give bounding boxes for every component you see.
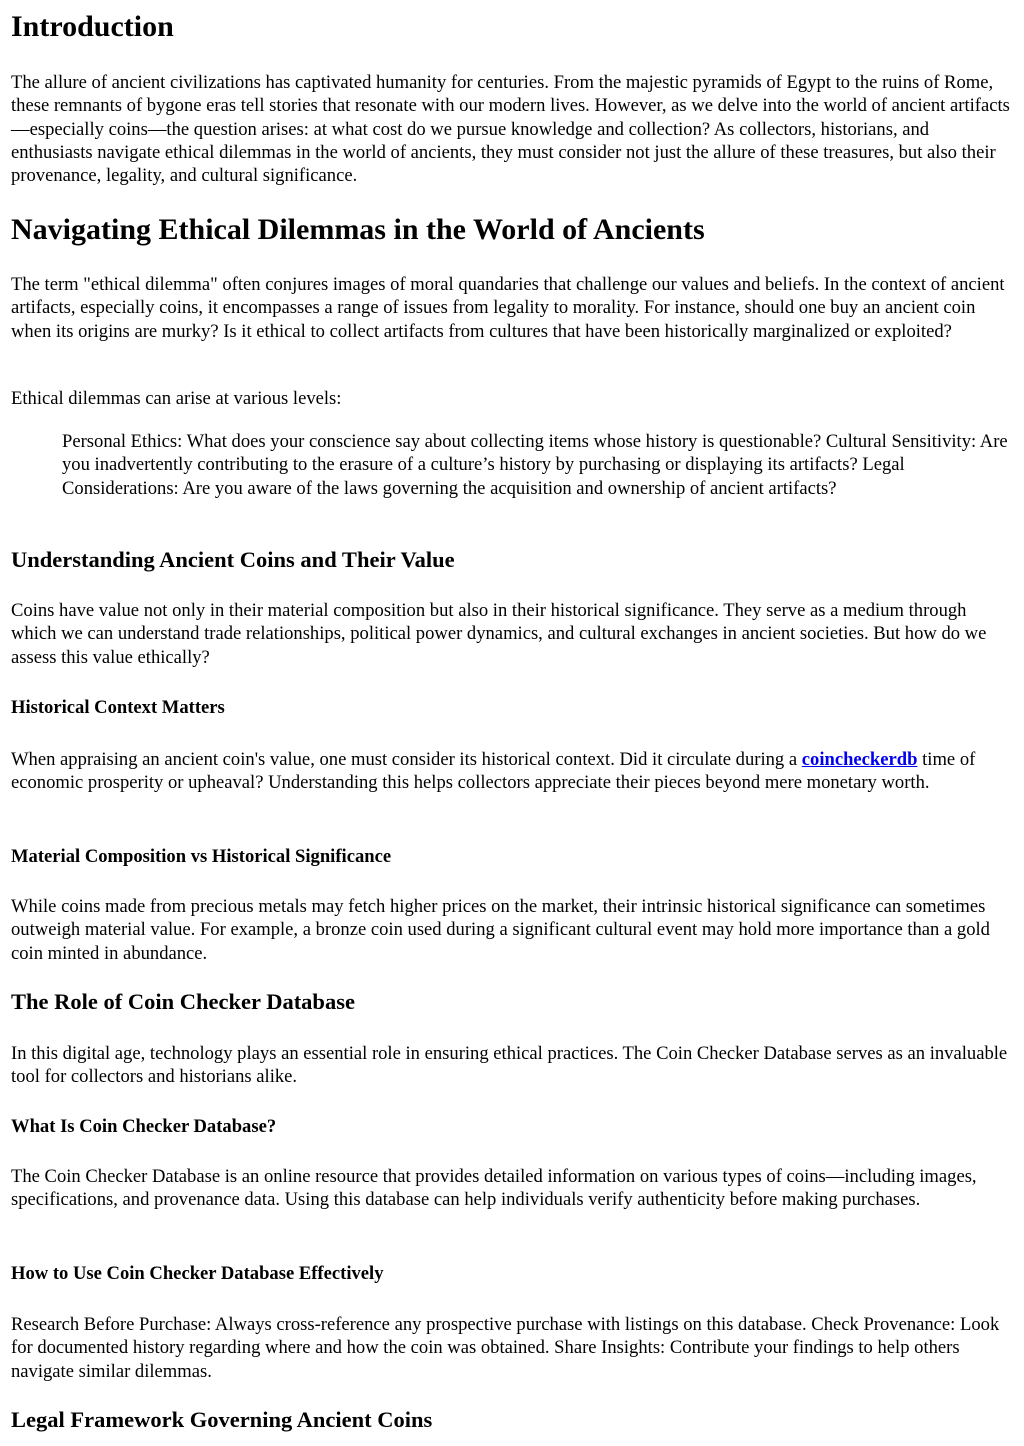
material-paragraph: While coins made from precious metals may fetch higher prices on the market, their intrinsic historical significance can sometimes outweigh material value. For example, a bronze coin used during a significant cultural event may hold more importance than a gold coin minted in abundance. — [11, 896, 990, 964]
understanding-paragraph: Coins have value not only in their material composition but also in their historical significance. They serve as a medium through which we can understand trade relationships, political power dynamics, and cultural exchanges in ancient societies. But how do we assess this value ethically? — [11, 600, 987, 668]
navigating-paragraph-2: Ethical dilemmas can arise at various levels: — [11, 388, 342, 409]
historical-context-heading: Historical Context Matters — [11, 697, 225, 718]
navigating-paragraph-1: The term "ethical dilemma" often conjures images of moral quandaries that challenge our values and beliefs. In the context of ancient artifacts, especially coins, it encompasses a range of issues from legality to morality. For instance, should one buy an ancient coin when its origins are murky? Is it ethical to collect artifacts from cultures that have been historically marginalized or exploited? — [11, 274, 1005, 342]
material-heading: Material Composition vs Historical Significance — [11, 846, 392, 867]
how-to-heading: How to Use Coin Checker Database Effectively — [11, 1263, 384, 1284]
legal-heading: Legal Framework Governing Ancient Coins — [11, 1407, 433, 1432]
historical-text-before: When appraising an ancient coin's value, one must consider its historical context. Did it circulate during a — [11, 749, 802, 770]
historical-context-paragraph — [11, 748, 1014, 795]
intro-paragraph: The allure of ancient civilizations has captivated humanity for centuries. From the majestic pyramids of Egypt to the ruins of Rome, these remnants of bygone eras tell stories that resonate with our modern lives. However, as we delve into the world of ancient artifacts—especially coins—the question arises: at what cost do we pursue knowledge and collection? As collectors, historians, and enthusiasts navigate ethical dilemmas in the world of ancients, they must consider not just the allure of these treasures, but also their provenance, legality, and cultural significance. — [11, 72, 1010, 187]
what-is-paragraph: The Coin Checker Database is an online resource that provides detailed information on various types of coins—including images, specifications, and provenance data. Using this database can help individuals verify authenticity before making purchases. — [11, 1166, 977, 1211]
understanding-heading: Understanding Ancient Coins and Their Value — [11, 547, 455, 572]
coincheckerdb-link[interactable]: coincheckerdb — [801, 749, 918, 770]
what-is-heading: What Is Coin Checker Database? — [11, 1116, 277, 1137]
role-heading: The Role of Coin Checker Database — [11, 989, 355, 1014]
how-to-paragraph: Research Before Purchase: Always cross-reference any prospective purchase with listings on this database. Check Provenance: Look for documented history regarding where and how the coin was obtained. Share Insights: Contribute your findings to help others navigate similar dilemmas. — [11, 1314, 1000, 1382]
historical-text-after: time of economic prosperity or upheaval? Understanding this helps collectors appreciate their pieces beyond mere monetary worth. — [11, 749, 976, 794]
role-paragraph: In this digital age, technology plays an essential role in ensuring ethical practices. The Coin Checker Database serves as an invaluable tool for collectors and historians alike. — [11, 1043, 1008, 1088]
intro-heading: Introduction — [11, 10, 174, 43]
navigating-heading: Navigating Ethical Dilemmas in the World of Ancients — [11, 213, 705, 246]
ethical-levels-text: Personal Ethics: What does your conscience say about collecting items whose history is questionable? Cultural Sensitivity: Are you inadvertently contributing to the erasure of a culture’s history by purchasing or displaying its artifacts? Legal Considerations: Are you aware of the laws governing the acquisition and ownership of ancient artifacts? — [62, 431, 1008, 499]
ethical-levels-blockquote — [11, 430, 1014, 500]
